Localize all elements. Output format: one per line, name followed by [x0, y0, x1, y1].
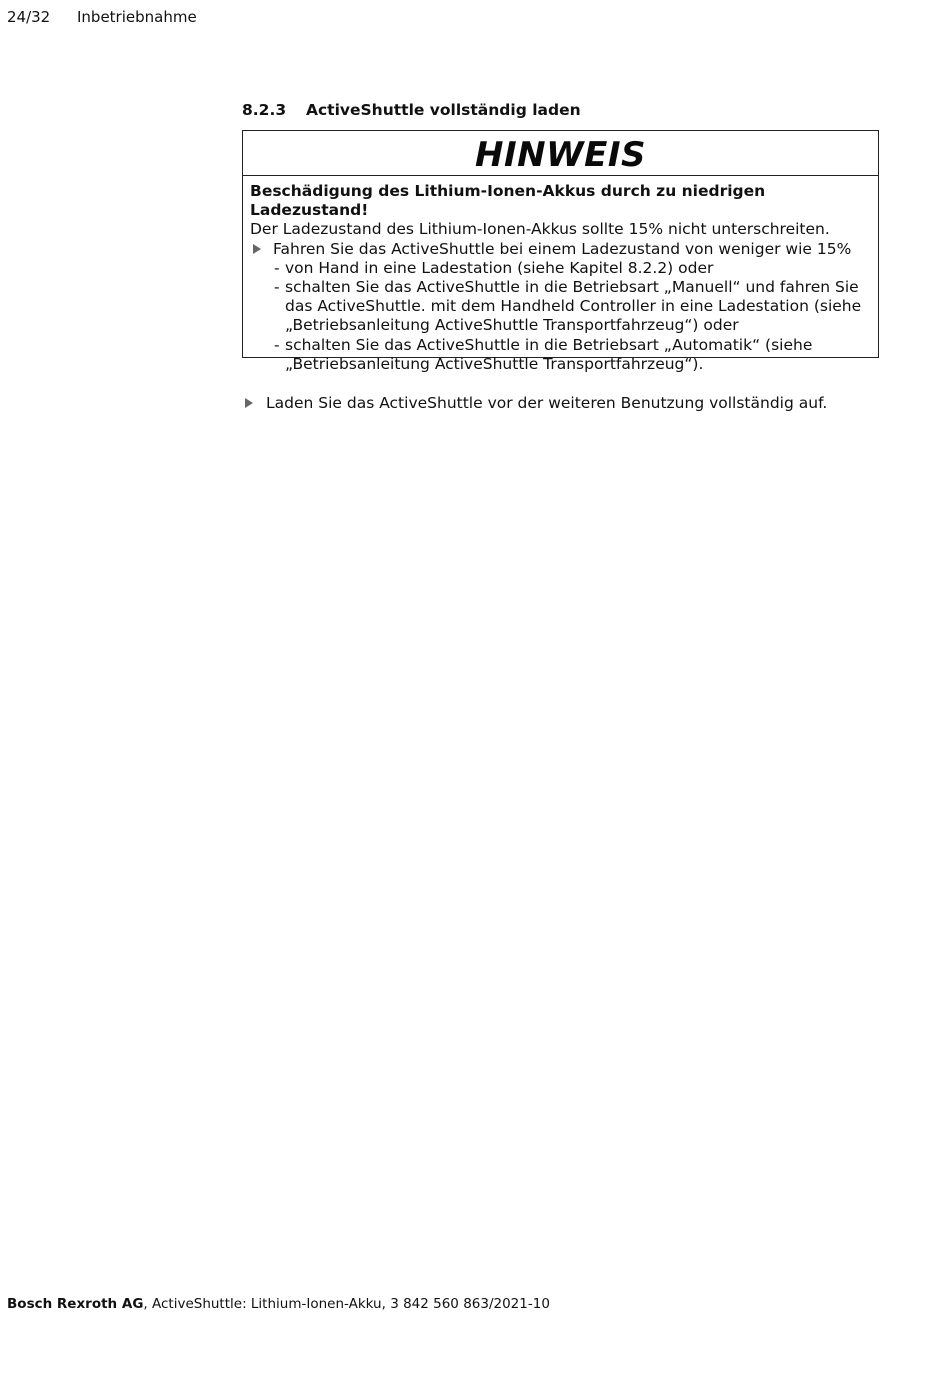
list-item-text: von Hand in eine Ladestation (siehe Kapitel 8.2.2) oder	[285, 258, 714, 277]
section-heading	[242, 101, 581, 119]
notice-title: HINWEIS	[243, 131, 878, 176]
notice-headline: Beschädigung des Lithium-Ionen-Akkus durch zu niedrigen Ladezustand!	[250, 182, 766, 220]
page-number: 24/32	[7, 8, 51, 26]
page-footer	[7, 1296, 550, 1312]
notice-body	[243, 176, 878, 374]
footer-company: Bosch Rexroth AG	[7, 1296, 144, 1312]
notice-box	[242, 130, 879, 373]
list-item-text: schalten Sie das ActiveShuttle in die Betriebsart „Manuell“ und fahren Sie das ActiveShuttle. mit dem Handheld Controller in eine Ladestation (siehe „Betriebsanleitung ActiveShuttle Transportfahrzeug“) oder	[285, 278, 862, 335]
dash-bullet: -	[274, 258, 280, 277]
list-item	[250, 278, 871, 336]
dash-bullet: -	[274, 335, 280, 354]
page-header	[7, 8, 197, 26]
list-item	[250, 336, 871, 374]
section-number: 8.2.3	[242, 101, 287, 119]
triangle-arrow-icon	[253, 244, 261, 254]
notice-text: Der Ladezustand des Lithium-Ionen-Akkus sollte 15% nicht unterschreiten.	[250, 220, 830, 239]
section-title: ActiveShuttle vollständig laden	[306, 101, 581, 119]
notice-step	[250, 240, 871, 259]
instruction-text: Laden Sie das ActiveShuttle vor der weiteren Benutzung vollständig auf.	[266, 394, 828, 412]
list-item-text: schalten Sie das ActiveShuttle in die Betriebsart „Automatik“ (siehe „Betriebsanleitung ActiveShuttle Transportfahrzeug“).	[285, 335, 813, 373]
chapter-title: Inbetriebnahme	[77, 8, 197, 26]
notice-step-text: Fahren Sie das ActiveShuttle bei einem Ladezustand von weniger wie 15%	[273, 239, 852, 258]
footer-doc-info: , ActiveShuttle: Lithium-Ionen-Akku, 3 842 560 863/2021-10	[143, 1296, 550, 1312]
instruction-step	[242, 394, 827, 413]
triangle-arrow-icon	[245, 398, 253, 408]
dash-bullet: -	[274, 278, 280, 297]
list-item	[250, 259, 871, 278]
